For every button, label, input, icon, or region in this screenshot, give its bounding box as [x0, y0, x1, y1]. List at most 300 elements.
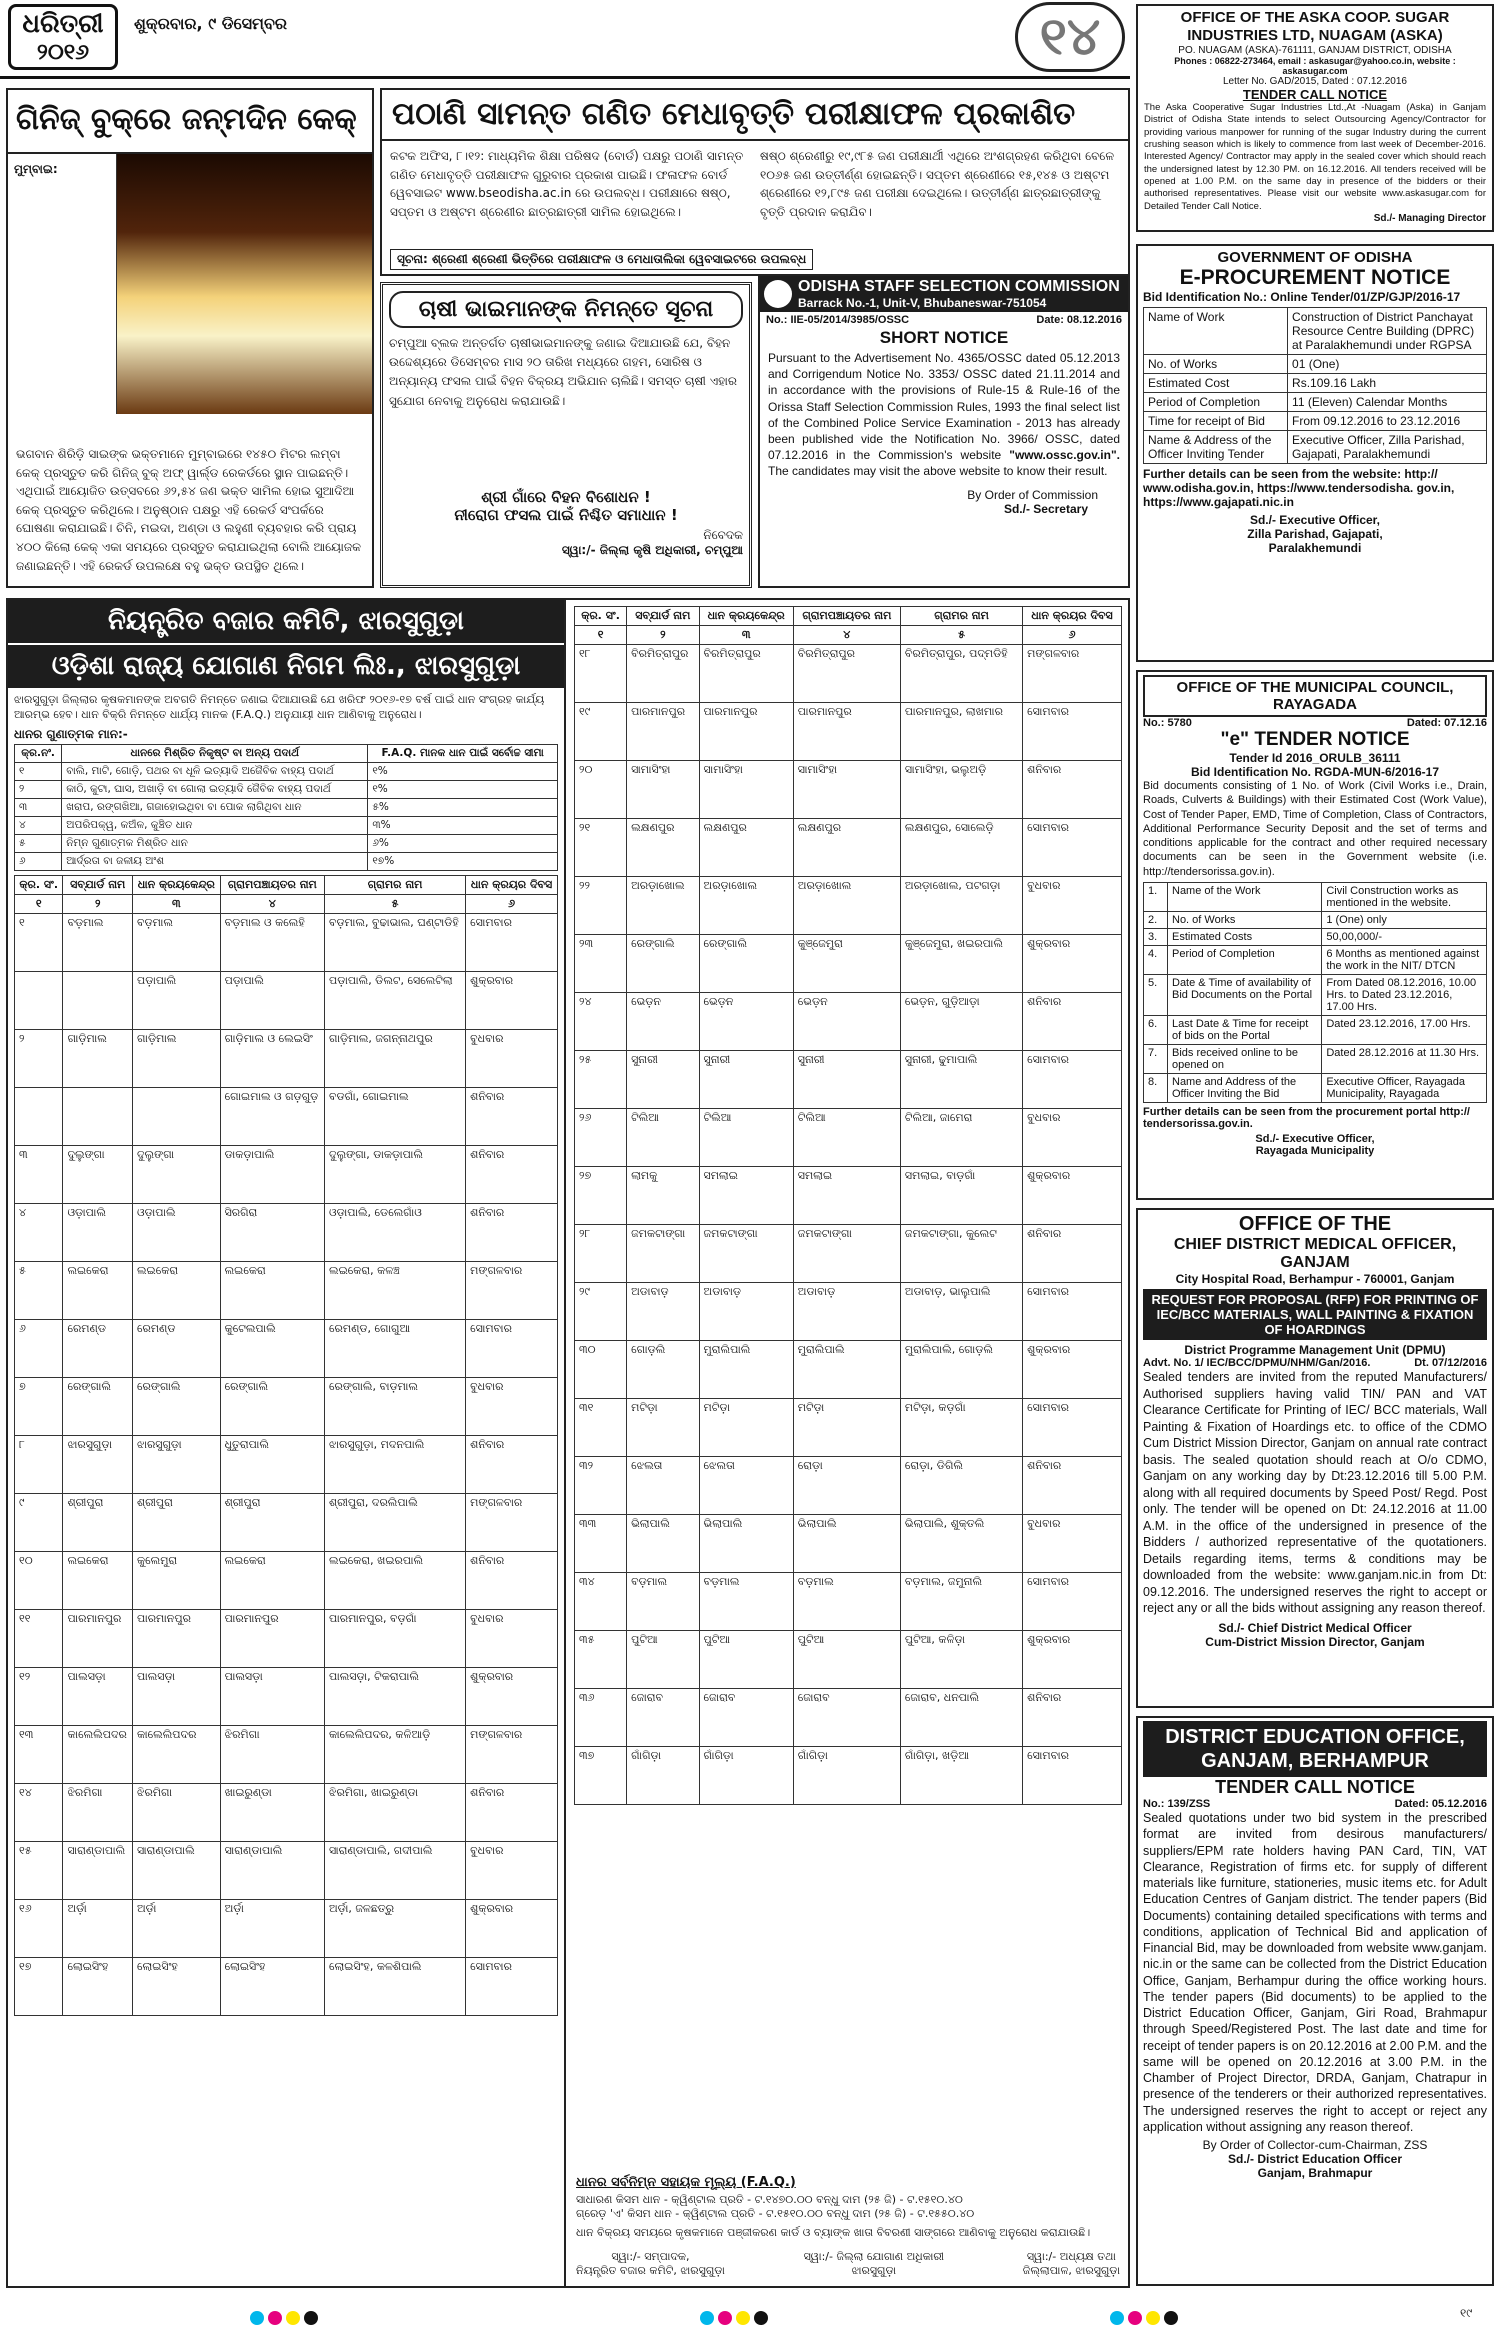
centre-cell: ଶ୍ରୀପୁରା [132, 1493, 220, 1551]
table-row [15, 1841, 558, 1899]
centre-cell: ଭେଡ଼ନ [627, 993, 699, 1051]
table-row [15, 1899, 558, 1957]
centre-cell: ପୁଟିଆ, କଳିଡ଼ା [900, 1631, 1022, 1689]
table-row [575, 1283, 1122, 1341]
table-row [575, 1457, 1122, 1515]
centre-cell: ରେମଣ୍ଡ, ଗୋଗୁଆ [325, 1319, 466, 1377]
eproc-footer: Further details can be seen from the website: http:// www.odisha.gov.in, https://www.tendersodisha. gov.in, https://www.gajapati.nic.in [1143, 467, 1455, 509]
issue-date: ଶୁକ୍ରବାର, ୯ ଡିସେମ୍ବର [134, 14, 288, 33]
centre-cell: ୩୪ [575, 1573, 627, 1631]
farmer-notice-sign: ସ୍ୱା:/- ଜିଲ୍ଲା କୃଷି ଅଧିକାରୀ, ଚମ୍ପୁଆ [561, 543, 743, 557]
centre-cell: ବଡ଼ମାଲ [627, 1573, 699, 1631]
centre-cell: ଟିଲିଆ [793, 1109, 900, 1167]
table-row [1144, 374, 1487, 393]
centre-cell: ଝେଲତା [699, 1457, 793, 1515]
cdmo-title-2: CHIEF DISTRICT MEDICAL OFFICER, GANJAM [1173, 1236, 1457, 1271]
deo-sign-1: Sd./- District Education Officer [1227, 2152, 1403, 2166]
centre-cell: ୮ [15, 1435, 63, 1493]
centre-cell: ସାରାଣ୍ଡାପାଲି [220, 1841, 324, 1899]
faq-cell: ୧% [368, 762, 558, 780]
centre-cell: ସୁନାରୀ [793, 1051, 900, 1109]
centre-col-header: ଧାନ କ୍ରୟର ଦିବସ [1023, 607, 1122, 626]
ossc-order: By Order of Commission [967, 487, 1098, 502]
centre-col-header: ଧାନ କ୍ରୟର ଦିବସ [466, 875, 558, 894]
centre-cell: ବଡ଼ମାଲ, ଜମୁନାଲି [900, 1573, 1022, 1631]
centre-cell: ପୁଟିଆ [699, 1631, 793, 1689]
faq-cell: ଅପରିପକ୍ୱ, କଅଁଳ, କୁଞ୍ଚିତ ଧାନ [62, 816, 368, 834]
table-row [1144, 355, 1487, 374]
centre-cell: ଝିରମିଗା [132, 1783, 220, 1841]
centre-cell: ଭିଲାପାଲି [627, 1515, 699, 1573]
centre-cell: ୧୨ [15, 1667, 63, 1725]
table-row [1144, 1074, 1487, 1103]
centre-cell: ଅଡାବାଡ଼, ଭାଲୁପାଲି [900, 1283, 1022, 1341]
centre-cell: ସୋମବାର [1023, 1573, 1122, 1631]
deo-dated: Dated: 05.12.2016 [1394, 1798, 1487, 1810]
centre-cell: ଅର୍ଡ଼ା [220, 1899, 324, 1957]
centre-cell: ୨୭ [575, 1167, 627, 1225]
centre-cell: ଶନିବାର [466, 1145, 558, 1203]
eproc-key: Name of Work [1144, 308, 1288, 355]
centre-cell: ଅରଡ଼ାଖୋଲ [699, 877, 793, 935]
centre-cell: ବୁଧବାର [466, 1609, 558, 1667]
faq-cell: ଖରାପ, ରଙ୍ଗଖିଆ, ଗଜାହୋଇଥିବା ବା ପୋକ ଲାଗିଥିବା ଧାନ [62, 798, 368, 816]
table-row [15, 1435, 558, 1493]
centre-cell: ସୋମବାର [1023, 1283, 1122, 1341]
centre-cell: ଶୁକ୍ରବାର [1023, 1167, 1122, 1225]
centre-cell: ଲଇକେରା, କଳଞ୍ଚ [325, 1261, 466, 1319]
table-row [15, 1493, 558, 1551]
centre-cell: ଗାଁଗିଡ଼ା [699, 1747, 793, 1805]
deo-order: By Order of Collector-cum-Chairman, ZSS [1202, 2138, 1428, 2152]
table-row [575, 1573, 1122, 1631]
table-row [1144, 1045, 1487, 1074]
print-registration-marks-3 [1110, 2310, 1182, 2329]
table-row [15, 1667, 558, 1725]
table-row [15, 1203, 558, 1261]
print-registration-marks [250, 2310, 322, 2329]
centre-cell: ଶନିବାର [466, 1783, 558, 1841]
centre-col-header: ଗ୍ରାମପଞ୍ଚାୟତର ନାମ [793, 607, 900, 626]
centre-cell: ଓଡ଼ାପାଲି, ଡେଲେଗାଁଓ [325, 1203, 466, 1261]
row-number: 4. [1144, 946, 1168, 975]
table-row [575, 645, 1122, 703]
centre-cell: ୧୧ [15, 1609, 63, 1667]
centre-cell: ୧୫ [15, 1841, 63, 1899]
aska-body: The Aska Cooperative Sugar Industries Ltd.,At -Nuagam (Aska) in Ganjam District of Odisha State intends to select Outsourcing Agency/Contractor for providing various manpower for running of the sugar Industry during the current crushing season which is likely to commence from last week of December-2016. Interested Agency/ Contractor may apply in the sealed cover which should reach the undersigned latest by 12.30 PM. on 16.12.2016. All tenders received will be opened at 1.00 P.M. on the same day in presence of the bidders or their authorised representatives. Please visit our website www.askasugar.com for Detailed Tender Call Notice. [1144, 102, 1486, 212]
centre-cell: ସାମାସିଂହା, ଭଲୁଅଡ଼ି [900, 761, 1022, 819]
eproc-table [1143, 307, 1487, 464]
eproc-value: 11 (Eleven) Calendar Months [1288, 393, 1487, 412]
mandi-sign-1: ସ୍ୱା:/- ସମ୍ପାଦକ, [611, 2250, 690, 2263]
centre-cell: ବଡ଼ମାଲ [132, 913, 220, 971]
rayagada-key: Last Date & Time for receipt of bids on the Portal [1168, 1016, 1322, 1045]
centre-cell: ଗାଡ଼ିମାଲ [63, 1029, 133, 1087]
centre-cell: ଗାଁଗିଡ଼ା, ଖଡ଼ିଆ [900, 1747, 1022, 1805]
centre-cell: ପୁଟିଆ [627, 1631, 699, 1689]
centre-col-header: ଧାନ କ୍ରୟକେନ୍ଦ୍ର [132, 875, 220, 894]
farmer-slogan-2: ନୀରୋଗ ଫସଲ ପାଇଁ ନିଶ୍ଚିତ ସମାଧାନ ! [454, 506, 678, 524]
rayagada-value: 6 Months as mentioned against the work in the NIT/ DTCN [1322, 946, 1487, 975]
centre-cell: ସାମାସିଂହା [699, 761, 793, 819]
centres-table-left [14, 875, 558, 2016]
centre-cell: ବଡ଼ମାଲ [699, 1573, 793, 1631]
rayagada-tender-id: Tender Id 2016_ORULB_36111 [1229, 751, 1401, 765]
centre-cell: ବିରମିତ୍ରାପୁର [793, 645, 900, 703]
aska-sign: Sd./- Managing Director [1373, 213, 1486, 225]
table-row [575, 703, 1122, 761]
cake-story [6, 88, 374, 588]
centre-cell: ଲୋଇସିଂହ [63, 1957, 133, 2015]
centre-cell: ୩୨ [575, 1457, 627, 1515]
table-row [15, 1087, 558, 1145]
ossc-notice-title: SHORT NOTICE [879, 328, 1009, 347]
centre-cell: ପଡ଼ାପାଲି, ଡିଲଟ, ସେଲେଟିଲା [325, 971, 466, 1029]
centre-cell: ଶ୍ରୀପୁରା, ଦରଲିପାଲି [325, 1493, 466, 1551]
centre-cell: ଶୁକ୍ରବାର [466, 1667, 558, 1725]
centre-cell: ଦୁଲୁଙ୍ଗା, ଡାକଡ଼ାପାଲି [325, 1145, 466, 1203]
table-row [15, 762, 558, 780]
centre-cell: ବିରମିତ୍ରାପୁର [627, 645, 699, 703]
centre-cell: ଶନିବାର [1023, 761, 1122, 819]
mandi-title-1: ନିୟନ୍ତ୍ରିତ ବଜାର କମିଟି, ଝାରସୁଗୁଡ଼ା [8, 600, 564, 643]
centre-cell: କାଲେଲିପଦର, କଳିଆଡ଼ି [325, 1725, 466, 1783]
table-row [1144, 883, 1487, 912]
centre-cell: ମୁରାଲିପାଲି [699, 1341, 793, 1399]
row-number: 8. [1144, 1074, 1168, 1103]
mandi-sign-3: ସ୍ୱା:/- ଅଧ୍ୟକ୍ଷ ତଥା [1026, 2250, 1116, 2263]
centre-cell: କାଲେଲିପଦର [132, 1725, 220, 1783]
centre-col-header: ସବ୍‌ଯାର୍ଡ ନାମ [63, 875, 133, 894]
centre-cell: ଓଡ଼ାପାଲି [132, 1203, 220, 1261]
deo-tender-notice [1136, 1716, 1494, 2286]
farmer-notice [380, 282, 752, 588]
rayagada-value: Executive Officer, Rayagada Municipality, Rayagada [1322, 1074, 1487, 1103]
mandi-sign-2b: ଝାରସୁଗୁଡ଼ା [851, 2264, 897, 2277]
rayagada-sign-1: Sd./- Executive Officer, [1255, 1133, 1375, 1146]
centre-cell: ଲଇକେରା [63, 1261, 133, 1319]
centre-cell: ଜମକଟାଙ୍ଗା [627, 1225, 699, 1283]
eproc-gov: GOVERNMENT OF ODISHA [1217, 249, 1413, 266]
table-row [575, 877, 1122, 935]
deo-no: No.: 139/ZSS [1143, 1798, 1211, 1810]
eproc-key: No. of Works [1144, 355, 1288, 374]
centre-cell: ଜୋରାବ [793, 1689, 900, 1747]
centre-cell: ମଙ୍ଗଳବାର [466, 1725, 558, 1783]
centre-cell: ୧ [15, 913, 63, 971]
table-row [575, 1515, 1122, 1573]
eproc-value: Rs.109.16 Lakh [1288, 374, 1487, 393]
rayagada-title: OFFICE OF THE MUNICIPAL COUNCIL, RAYAGADA [1143, 675, 1487, 717]
centre-cell: ଶନିବାର [1023, 1457, 1122, 1515]
centre-cell: ବୁଧବାର [1023, 877, 1122, 935]
centre-cell: ଭେଡ଼ନ [793, 993, 900, 1051]
centre-cell: କାଲେଲିପଦର [63, 1725, 133, 1783]
centre-cell: ପାଲସଡ଼ା, ଟିକରାପାଲି [325, 1667, 466, 1725]
centre-cell: ସୁନାରୀ [699, 1051, 793, 1109]
paddy-procurement-notice [6, 598, 1130, 2288]
logo-year: ୨୦୧୬ [36, 40, 90, 65]
centre-cell: ୩୩ [575, 1515, 627, 1573]
mandi-faq-heading: ଧାନର ଗୁଣାତ୍ମକ ମାନ:- [14, 726, 128, 741]
table-row [15, 780, 558, 798]
centre-cell: ଲକ୍ଷଣପୁର [699, 819, 793, 877]
centre-col-header: କ୍ର. ସଂ. [15, 875, 63, 894]
centre-cell: ସୋମବାର [1023, 1747, 1122, 1805]
faq-cell: ୬% [368, 834, 558, 852]
cake-headline: ଗିନିଜ୍ ବୁକ୍‌ରେ ଜନ୍ମଦିନ କେକ୍ [8, 90, 372, 154]
centre-cell: ଜମକଟାଙ୍ଗା [699, 1225, 793, 1283]
centre-cell: ଲଇକେରା [220, 1551, 324, 1609]
centre-cell: ବଡଗାଁ, ଗୋଇମାଲ [325, 1087, 466, 1145]
math-highlight: ସୂଚନା: ଶ୍ରେଣୀ ଶ୍ରେଣୀ ଭିତ୍ତିରେ ପରୀକ୍ଷାଫଳ ଓ ମେଧାତାଲିକା ୱେବସାଇଟରେ ଉପଲବ୍ଧ [390, 249, 813, 270]
centre-cell: ଡାକଡ଼ାପାଲି [220, 1145, 324, 1203]
centre-cell: ଟିଲିଆ [627, 1109, 699, 1167]
table-row [1144, 393, 1487, 412]
ossc-date: Date: 08.12.2016 [1036, 314, 1122, 326]
centre-cell: ଶନିବାର [1023, 1225, 1122, 1283]
table-row [15, 1261, 558, 1319]
centre-cell: ଲଇକେରା [220, 1261, 324, 1319]
farmer-slogan-1: ଶ୍ରୀ ଗାଁରେ ବିହନ ବିଶୋଧନ ! [481, 488, 651, 506]
row-number: 7. [1144, 1045, 1168, 1074]
table-row [15, 1145, 558, 1203]
centre-cell: ରେଙ୍ଗାଲି [627, 935, 699, 993]
table-row [575, 761, 1122, 819]
centre-col-number: ୬ [1023, 626, 1122, 645]
faq-cell: ୨ [15, 780, 62, 798]
centre-col-header: ଗ୍ରାମପଞ୍ଚାୟତର ନାମ [220, 875, 324, 894]
cdmo-body: Sealed tenders are invited from the reputed Manufacturers/ Authorised suppliers having valid TIN/ PAN and VAT Clearance Certificate for Printing of IEC/ BCC materials, Wall Painting & Fixation of Hoardings etc. to office of the CDMO Cum District Mission Director, Ganjam on annual rate contract basis. The sealed quotation should reach at O/o CDMO, Ganjam on any working day by Dt:23.12.2016 till 5.00 P.M. along with all required documents by Speed Post/ Regd. Post only. The tender will be opened on Dt: 24.12.2016 at 11.00 A.M. in the office of the undersigned in presence of the Bidders / authorized representative of the quotationers. Details regarding items, terms & conditions may be downloaded from the website: www.ganjam.nic.in from Dt: 09.12.2016. The undersigned reserves the right to accept or reject any or all the bids without assigning any reason thereof. [1143, 1370, 1487, 1615]
table-row [1144, 1016, 1487, 1045]
table-row [575, 1109, 1122, 1167]
table-row [575, 993, 1122, 1051]
centre-cell: ୪ [15, 1203, 63, 1261]
faq-table [14, 744, 558, 871]
ossc-emblem-icon [764, 280, 792, 308]
centre-cell: ପାରମାନପୁର [793, 703, 900, 761]
faq-cell: ନିମ୍ନ ଗୁଣାତ୍ମକ ମିଶ୍ରିତ ଧାନ [62, 834, 368, 852]
centres-table-right [574, 606, 1122, 1805]
eproc-key: Time for receipt of Bid [1144, 412, 1288, 431]
centre-cell: ଅର୍ଡ଼ା [63, 1899, 133, 1957]
rayagada-value: Dated 28.12.2016 at 11.30 Hrs. [1322, 1045, 1487, 1074]
centre-cell: କୁଟେଲପାଲି [220, 1319, 324, 1377]
centre-cell: ପାରମାନପୁର [132, 1609, 220, 1667]
table-row [15, 1551, 558, 1609]
centre-cell: ପାରମାନପୁର [63, 1609, 133, 1667]
centre-cell: ମଟିଡ଼ା, କଡ଼ଗାଁ [900, 1399, 1022, 1457]
rayagada-key: Period of Completion [1168, 946, 1322, 975]
centre-cell: ସାମାସିଂହା [627, 761, 699, 819]
centre-cell: ଅଡାବାଡ଼ [699, 1283, 793, 1341]
centre-cell: ୨୧ [575, 819, 627, 877]
centre-col-number: ୪ [220, 894, 324, 913]
centre-cell: ଝାରସୁଗୁଡ଼ା [63, 1435, 133, 1493]
centre-cell: ଅରଡ଼ାଖୋଲ [627, 877, 699, 935]
centre-cell: ମଟିଡ଼ା [793, 1399, 900, 1457]
centre-cell: ଦୁଲୁଙ୍ଗା [63, 1145, 133, 1203]
eproc-value: Construction of District Panchayat Resource Centre Building (DPRC) at Paralakhemundi under RGPSA [1288, 308, 1487, 355]
cdmo-advt: Advt. No. 1/ IEC/BCC/DPMU/NHM/Gan/2016. [1143, 1357, 1371, 1369]
centre-cell: ଗାଁଗିଡ଼ା [793, 1747, 900, 1805]
centre-cell: ୨୨ [575, 877, 627, 935]
centre-cell: ଗୋଡ଼ଲି [627, 1341, 699, 1399]
centre-cell: ଶନିବାର [1023, 993, 1122, 1051]
centre-cell: ସୋମବାର [466, 913, 558, 971]
cdmo-date: Dt. 07/12/2016 [1414, 1357, 1487, 1369]
table-row [1144, 912, 1487, 929]
cdmo-rfp-notice [1136, 1208, 1494, 1708]
mandi-intro: ଝାରସୁଗୁଡ଼ା ଜିଲ୍ଲାର କୃଷକମାନଙ୍କ ଅବଗତି ନିମନ୍ତେ ଜଣାଇ ଦିଆଯାଉଛି ଯେ ଖରିଫ ୨୦୧୬-୧୭ ବର୍ଷ ପାଇଁ ଧାନ ସଂଗ୍ରହ କାର୍ଯ୍ୟ ଆରମ୍ଭ ହେବ। ଧାନ ବିକ୍ରି ନିମନ୍ତେ ଧାର୍ଯ୍ୟ ମାନକ (F.A.Q.) ଅନୁଯାୟୀ ଧାନ ଆଣିବାକୁ ଅନୁରୋଧ। [14, 693, 545, 722]
faq-cell: ୫ [15, 834, 62, 852]
faq-cell: ୩% [368, 816, 558, 834]
centre-cell: ମଙ୍ଗଳବାର [466, 1493, 558, 1551]
centre-cell: ସାରାଣ୍ଡାପାଲି [132, 1841, 220, 1899]
faq-col-header: ଧାନରେ ମିଶ୍ରିତ ନିକୃଷ୍ଟ ବା ଅନ୍ୟ ପଦାର୍ଥ [62, 744, 368, 762]
centre-cell [63, 1087, 133, 1145]
centre-cell: ରେଙ୍ଗାଲି [63, 1377, 133, 1435]
faq-cell: କାଠି, କୁଟା, ଘାସ, ଅଖାଡ଼ି ବା ଗୋଲା ଇତ୍ୟାଦି ଜୈବିକ ବାହ୍ୟ ପଦାର୍ଥ [62, 780, 368, 798]
eproc-value: 01 (One) [1288, 355, 1487, 374]
centre-cell: ଝିରମିଗା [220, 1725, 324, 1783]
mandi-title-2: ଓଡ଼ିଶା ରାଜ୍ୟ ଯୋଗାଣ ନିଗମ ଲିଃ., ଝାରସୁଗୁଡ଼ା [8, 643, 564, 688]
eproc-value: From 09.12.2016 to 23.12.2016 [1288, 412, 1487, 431]
centre-cell: ଜମକଟାଙ୍ଗା, କୁଲେଟ [900, 1225, 1022, 1283]
centre-cell: ସୋମବାର [1023, 703, 1122, 761]
centre-col-number: ୨ [627, 626, 699, 645]
centre-cell: ପାଲସଡ଼ା [220, 1667, 324, 1725]
ossc-website: "www.ossc.gov.in". [1009, 448, 1120, 463]
faq-cell: ୩ [15, 798, 62, 816]
centre-cell: ପାରମାନପୁର [220, 1609, 324, 1667]
centre-cell: ୨୮ [575, 1225, 627, 1283]
centre-col-number: ୧ [15, 894, 63, 913]
centre-col-header: ସବ୍‌ଯାର୍ଡ ନାମ [627, 607, 699, 626]
centre-cell: ସୁନାରୀ [627, 1051, 699, 1109]
centre-cell: ୧୯ [575, 703, 627, 761]
centre-cell: ଧୁତୁରାପାଲି [220, 1435, 324, 1493]
centre-cell: ଗାଡ଼ିମାଲ, ଜଗନ୍ନାଥପୁର [325, 1029, 466, 1087]
rayagada-tender-notice [1136, 670, 1494, 1200]
centre-cell: ଭିଲାପାଲି [793, 1515, 900, 1573]
centre-cell: ଲୋଇସିଂହ [132, 1957, 220, 2015]
centre-cell: ଗାଡ଼ିମାଲ ଓ ଲେଇସିଂ [220, 1029, 324, 1087]
rayagada-table [1143, 882, 1487, 1103]
aska-letter: Letter No. GAD/2015, Dated : 07.12.2016 [1222, 76, 1407, 87]
msp-line-2: ଗ୍ରେଡ଼ 'ଏ' କିସମ ଧାନ - କ୍ୱିଣ୍ଟାଲ ପ୍ରତି - ଟ.୧୫୧୦.୦୦ ବନ୍ଧୁ ଦାମ (୨୫ ଜି) - ଟ.୧୫୫୦.୪୦ [576, 2206, 975, 2220]
cdmo-address: City Hospital Road, Berhampur - 760001, Ganjam [1175, 1272, 1455, 1286]
centre-cell: ଅଡାବାଡ଼ [793, 1283, 900, 1341]
rayagada-no: No.: 5780 [1143, 717, 1192, 729]
centre-cell: ରେଙ୍ଗାଲି [132, 1377, 220, 1435]
centre-cell: ମଟିଡ଼ା [627, 1399, 699, 1457]
faq-col-header: F.A.Q. ମାନକ ଧାନ ପାଇଁ ସର୍ବୋଚ୍ଚ ସୀମା [368, 744, 558, 762]
centre-cell: ପଡ଼ାପାଲି [132, 971, 220, 1029]
centre-cell: ୯ [15, 1493, 63, 1551]
centre-cell: ଲକ୍ଷଣପୁର, ସୋଲେଡ଼ି [900, 819, 1022, 877]
centre-cell: ମଟିଡ଼ା [699, 1399, 793, 1457]
centre-col-number: ୩ [699, 626, 793, 645]
faq-cell: ୧୭% [368, 852, 558, 870]
table-row [15, 852, 558, 870]
centre-cell: ୧୭ [15, 1957, 63, 2015]
centre-cell: ଲଇକେରା [63, 1551, 133, 1609]
centre-cell: ସିରଗିରା [220, 1203, 324, 1261]
centre-cell: ବଡ଼ମାଲ [63, 913, 133, 971]
rayagada-dated: Dated: 07.12.16 [1406, 717, 1487, 729]
centre-cell: ପାଲସଡ଼ା [63, 1667, 133, 1725]
centre-cell: ଅର୍ଡ଼ା [132, 1899, 220, 1957]
centre-cell: ବଡ଼ମାଲ, ବୁଢାଭାଲ, ଘଣ୍ଟାଡିହି [325, 913, 466, 971]
centre-cell: ଶନିବାର [466, 1435, 558, 1493]
centre-cell: ୫ [15, 1261, 63, 1319]
centre-cell: ଭେଡ଼ନ [699, 993, 793, 1051]
rayagada-key: No. of Works [1168, 912, 1322, 929]
centre-cell: ଗାଁଗିଡ଼ା [627, 1747, 699, 1805]
centre-cell: ସମଲାଇ [699, 1167, 793, 1225]
centre-cell: ପାରମାନପୁର, ବଡ଼ଗାଁ [325, 1609, 466, 1667]
rayagada-key: Name of the Work [1168, 883, 1322, 912]
centre-col-header: ଧାନ କ୍ରୟକେନ୍ଦ୍ର [699, 607, 793, 626]
ossc-sign: Sd./- Secretary [1003, 501, 1088, 516]
msp-line-1: ସାଧାରଣ କିସମ ଧାନ - କ୍ୱିଣ୍ଟାଲ ପ୍ରତି - ଟ.୧୪୭୦.୦୦ ବନ୍ଧୁ ଦାମ (୨୫ ଜି) - ଟ.୧୫୧୦.୪୦ [576, 2192, 963, 2206]
table-row [575, 935, 1122, 993]
centre-cell: ୧୦ [15, 1551, 63, 1609]
table-row [15, 1957, 558, 2015]
msp-title: ଧାନର ସର୍ବନିମ୍ନ ସହାୟକ ମୂଲ୍ୟ (F.A.Q.) [576, 2174, 796, 2190]
centre-cell: କୁଲେମୁରା [132, 1551, 220, 1609]
centre-cell: ସୋମବାର [1023, 819, 1122, 877]
aska-title: OFFICE OF THE ASKA COOP. SUGAR INDUSTRIES LTD, NUAGAM (ASKA) [1180, 9, 1450, 44]
centre-cell: ଜୋରାବ [699, 1689, 793, 1747]
row-number: 3. [1144, 929, 1168, 946]
centre-cell: ପାଲସଡ଼ା [132, 1667, 220, 1725]
centre-cell: ପାରମାନପୁର [627, 703, 699, 761]
table-row [575, 1225, 1122, 1283]
centre-col-header: ଗ୍ରାମର ନାମ [325, 875, 466, 894]
centre-cell: ଶ୍ରୀପୁରା [63, 1493, 133, 1551]
centre-cell: ସାରାଣ୍ଡାପାଲି, ଗଦୀପାଲି [325, 1841, 466, 1899]
centre-cell: ଶନିବାର [466, 1551, 558, 1609]
centre-cell: ସୋମବାର [466, 1957, 558, 2015]
centre-cell: ସୋମବାର [1023, 1399, 1122, 1457]
centre-cell: ଲୋଇସିଂହ [220, 1957, 324, 2015]
centre-cell: ଗୋଇମାଲ ଓ ଗଡ଼ଗୁଡ଼ [220, 1087, 324, 1145]
eproc-value: Executive Officer, Zilla Parishad, Gajapati, Paralakhemundi [1288, 431, 1487, 464]
table-row [575, 1399, 1122, 1457]
centre-cell: ଭିଲାପାଲି [699, 1515, 793, 1573]
centre-col-number: ୧ [575, 626, 627, 645]
aska-notice-title: TENDER CALL NOTICE [1242, 87, 1388, 102]
centre-cell: ପୁଟିଆ [793, 1631, 900, 1689]
centre-cell: ଶନିବାର [466, 1087, 558, 1145]
deo-sign-2: Ganjam, Brahmapur [1257, 2166, 1373, 2180]
cake-body: ଭଗବାନ ଶିରିଡ଼ି ସାଇଙ୍କ ଭକ୍ତମାନେ ମୁମ୍ବାଇରେ ୧୪୫୦ ମିଟର ଲମ୍ବା କେକ୍ ପ୍ରସ୍ତୁତ କରି ଗିନିଜ୍ ବୁକ୍ ଅଫ୍ ୱାର୍ଲ୍ଡ ରେକର୍ଡରେ ସ୍ଥାନ ପାଇଛନ୍ତି। ଏଥିପାଇଁ ଆୟୋଜିତ ଉତ୍ସବରେ ୬୨,୫୪ ଜଣ ଭକ୍ତ ସାମିଲ ହୋଇ ସୁଆଦିଆ କେକ୍ ପ୍ରସ୍ତୁତ କରିଥିଲେ। ଅନୁଷ୍ଠାନ ପକ୍ଷରୁ ଏହି ରେକର୍ଡ ସଂପର୍କରେ ଘୋଷଣା କରାଯାଇଛି। ଚିନି, ମଇଦା, ଅଣ୍ଡା ଓ ଲହୁଣୀ ବ୍ୟବହାର କରି ପ୍ରାୟ ୪୦୦ କିଲୋ କେକ୍ ଏକା ସମୟରେ ପ୍ରସ୍ତୁତ କରାଯାଇଥିଲା ବୋଲି ଆୟୋଜକ ଜଣାଇଛନ୍ତି। ଏହି ରେକର୍ଡ ଉପଲକ୍ଷେ ବହୁ ଭକ୍ତ ଉପସ୍ଥିତ ଥିଲେ। [16, 447, 361, 573]
centre-cell: ଦୁଲୁଙ୍ଗା [132, 1145, 220, 1203]
deo-title: DISTRICT EDUCATION OFFICE, GANJAM, BERHAMPUR [1143, 1721, 1487, 1777]
centre-cell: ରୋଡ଼ା, ଡିଗିଲି [900, 1457, 1022, 1515]
rayagada-sign-2: Rayagada Municipality [1255, 1145, 1375, 1158]
farmer-notice-body: ଚମ୍ପୁଆ ବ୍ଲକ ଅନ୍ତର୍ଗତ ଚାଷୀଭାଇମାନଙ୍କୁ ଜଣାଇ ଦିଆଯାଉଛି ଯେ, ବିହନ ଉଦ୍ଦେଶ୍ୟରେ ଡିସେମ୍ବର ମାସ ୨୦ ତାରିଖ ମଧ୍ୟରେ ଗହମ, ସୋରିଷ ଓ ଅନ୍ୟାନ୍ୟ ଫସଲ ପାଇଁ ବିହନ ବିକ୍ରୟ ଅଭିଯାନ ଚାଲିଛି। ସମସ୍ତ ଚାଷୀ ଏହାର ସୁଯୋଗ ନେବାକୁ ଅନୁରୋଧ କରାଯାଉଛି। [389, 336, 737, 408]
centre-cell: ରେଙ୍ଗାଲି [699, 935, 793, 993]
centre-cell: ଅରଡ଼ାଖୋଲ, ପଟଗଡ଼ା [900, 877, 1022, 935]
ossc-title: ODISHA STAFF SELECTION COMMISSION [798, 278, 1120, 295]
print-registration-marks-2 [700, 2310, 772, 2329]
rayagada-value: Dated 23.12.2016, 17.00 Hrs. [1322, 1016, 1487, 1045]
faq-cell: ୪ [15, 816, 62, 834]
rayagada-footer: Further details can be seen from the procurement portal http:// tendersorissa.gov.in. [1143, 1106, 1470, 1131]
